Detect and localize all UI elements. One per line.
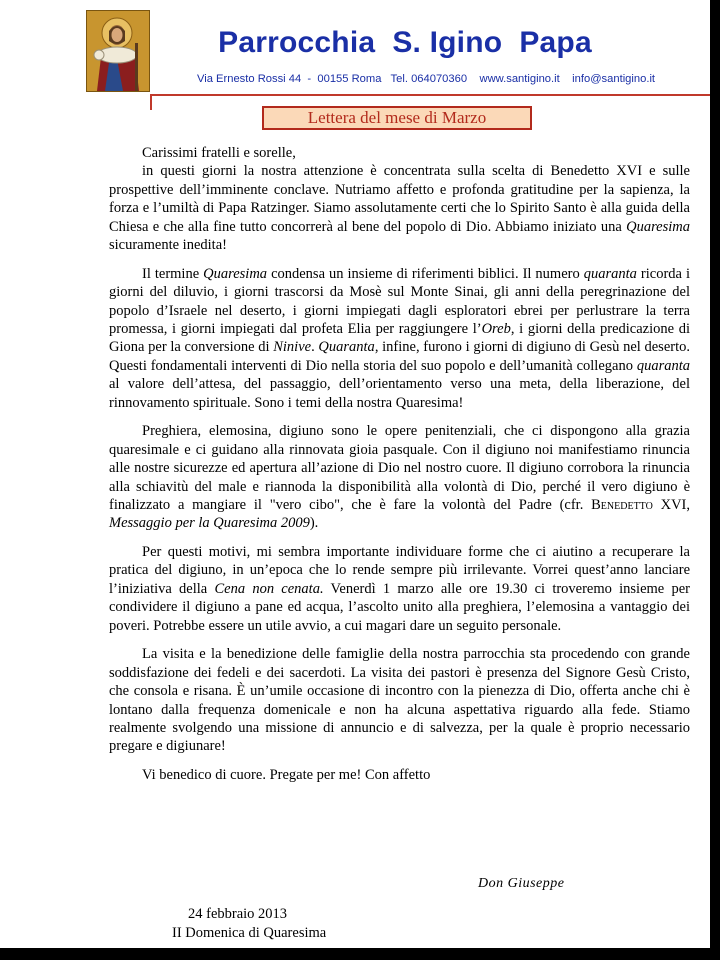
closing-line: Vi benedico di cuore. Pregate per me! Con affetto: [142, 767, 431, 784]
paragraph-5: La visita e la benedizione delle famiglie della nostra parrocchia sta procedendo con grande soddisfazione dei fedeli e dei sacerdoti. La visita dei pastori è presenza del Signore Gesù Cristo, che consola e risana. È un’umile occasione di incontro con la pienezza di Dio, offerta anche chi è lontano dalla frequenza domenicale e non ha alcuna aspettativa riguardo alla fede. Stiamo realmente svolgendo una missione di annuncio e di salvezza, per la quale è proprio necessario pregare e digiunare!: [109, 646, 690, 755]
good-shepherd-icon: [86, 10, 150, 92]
salutation: Carissimi fratelli e sorelle,: [142, 145, 296, 161]
liturgical-day: II Domenica di Quaresima: [172, 925, 327, 941]
paragraph-2: Il termine Quaresima condensa un insieme di riferimenti biblici. Il numero quaranta ricorda i giorni del diluvio, i giorni trascorsi da Mosè sul Monte Sinai, gli anni della peregrinazione del popolo d’Israele nel deserto, i giorni impiegati dagli esploratori ebrei per perlustrare la terra promessa, i giorni impiegati dal profeta Elia per raggiungere l’Oreb, i giorni della predicazione di Giona per la conversione di Ninive. Quaranta, infine, furono i giorni di digiuno di Gesù nel deserto. Questi fondamentali interventi di Dio nella storia del suo popolo e dell’umanità collegano quaranta al valore dell’attesa, del passaggio, dell’orientamento verso una meta, della liberazione, del rinnovamento spirituale. Sono i temi della nostra Quaresima!: [109, 265, 690, 411]
letter-title-box: Lettera del mese di Marzo: [262, 106, 532, 130]
letter-body: [109, 144, 690, 784]
page-shadow-right: [710, 0, 720, 960]
header-divider: [150, 94, 710, 96]
paragraph-4: Per questi motivi, mi sembra importante individuare forme che ci aiutino a recuperare la pratica del digiuno, in un’epoca che lo rende sempre più irrilevante. Vorrei quest’anno lanciare l’iniziativa della Cena non cenata. Venerdì 1 marzo alle ore 19.30 ci troveremo insieme per condividere il digiuno a pane ed acqua, l’ascolto unito alla preghiera, l’elemosina a vantaggio dei poveri. Potrebbe essere un utile avvio, a cui magari dare un seguito personale.: [109, 544, 690, 634]
parish-title: Parrocchia S. Igino Papa: [218, 26, 592, 59]
letter-date: 24 febbraio 2013: [188, 906, 288, 922]
paragraph-1: in questi giorni la nostra attenzione è concentrata sulla scelta di Benedetto XVI e sulle prospettive dell’imminente conclave. Nutriamo affetto e profonda gratitudine per la sapienza, la forza e l’umiltà di Papa Ratzinger. Siamo assolutamente certi che lo Spirito Santo è alla guida della Chiesa e che alla fine tutto concorrerà al bene del popolo di Dio. Abbiamo iniziato una Quaresima sicuramente inedita!: [109, 163, 690, 254]
header-divider-vertical: [150, 94, 152, 110]
signature: Don Giuseppe: [478, 876, 565, 891]
paragraph-3: Preghiera, elemosina, digiuno sono le opere penitenziali, che ci dispongono alla grazia quaresimale e ci guidano alla rinnovata gioia pasquale. Con il digiuno noi manifestiamo rinuncia alle nostre sicurezze ed apertura all’azione di Dio nel nostro cuore. Il digiuno corrobora la rinuncia alla schiavitù del male e riannoda la disponibilità alla volontà di Dio, perché il vero digiuno è finalizzato a mangiare il "vero cibo", che è fare la volontà del Padre (cfr. Benedetto XVI, Messaggio per la Quaresima 2009).: [109, 423, 690, 532]
parish-contact-line: Via Ernesto Rossi 44 - 00155 Roma Tel. 064070360 www.santigino.it info@santigino.it: [196, 73, 656, 85]
page-shadow-bottom: [0, 948, 720, 960]
